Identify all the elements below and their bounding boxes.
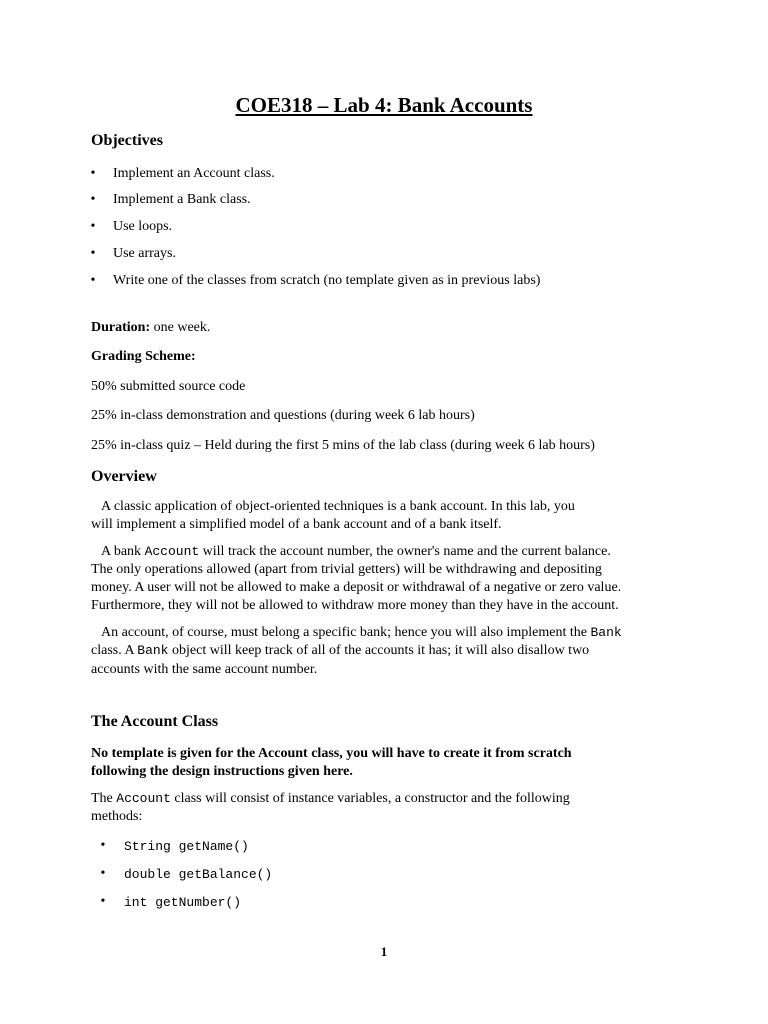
overview-p2-line1 <box>101 544 611 560</box>
bullet-icon: • <box>90 246 96 261</box>
page-number: 1 <box>380 944 388 959</box>
bullet-icon: • <box>100 866 106 881</box>
account-note-line1: No template is given for the Account class, you will have to create it from scratch <box>91 746 572 761</box>
overview-heading: Overview <box>91 468 157 485</box>
grading-heading: Grading Scheme: <box>91 349 196 364</box>
duration-line <box>91 320 210 336</box>
grading-item: 25% in-class quiz – Held during the first 5 mins of the lab class (during week 6 lab hours) <box>91 438 595 453</box>
overview-p2-line3: money. A user will not be allowed to make a deposit or withdrawal of a negative or zero value. <box>91 580 622 595</box>
method-item: double getBalance() <box>124 867 273 882</box>
grading-item: 50% submitted source code <box>91 379 246 394</box>
bullet-icon: • <box>90 192 96 207</box>
account-intro-line2: methods: <box>91 809 143 824</box>
account-intro-line1 <box>91 791 570 807</box>
grading-item: 25% in-class demonstration and questions (during week 6 lab hours) <box>91 408 475 423</box>
account-note-line2: following the design instructions given here. <box>91 764 353 779</box>
method-item: int getNumber() <box>124 895 242 910</box>
bullet-icon: • <box>90 219 96 234</box>
bullet-icon: • <box>100 894 106 909</box>
objective-item: Implement an Account class. <box>113 166 275 181</box>
text-run: will track the account number, the owner's name and the current balance. <box>199 544 611 559</box>
objective-item: Use loops. <box>113 219 173 234</box>
method-item: String getName() <box>124 839 249 854</box>
text-run: class will consist of instance variables, a constructor and the following <box>170 791 570 806</box>
code-bank: Bank <box>590 625 622 640</box>
duration-value: one week. <box>150 320 211 335</box>
bullet-icon: • <box>90 273 96 288</box>
objective-item: Implement a Bank class. <box>113 192 251 207</box>
document-title: COE318 – Lab 4: Bank Accounts <box>235 93 533 117</box>
objective-item: Write one of the classes from scratch (no template given as in previous labs) <box>113 273 541 288</box>
overview-p3-line1 <box>101 625 622 641</box>
objective-item: Use arrays. <box>113 246 176 261</box>
text-run: The <box>91 791 117 806</box>
text-run: object will keep track of all of the accounts it has; it will also disallow two <box>168 643 590 658</box>
text-run: A bank <box>101 544 145 559</box>
overview-p2-line2: The only operations allowed (apart from trivial getters) will be withdrawing and depositing <box>91 562 602 577</box>
bullet-icon: • <box>100 838 106 853</box>
overview-p3-line2 <box>91 643 589 659</box>
code-bank: Bank <box>137 643 169 658</box>
text-run: An account, of course, must belong a specific bank; hence you will also implement the <box>101 625 591 640</box>
overview-p2-line4: Furthermore, they will not be allowed to withdraw more money than they have in the account. <box>91 598 619 613</box>
code-account: Account <box>116 791 171 806</box>
overview-p1-line2: will implement a simplified model of a bank account and of a bank itself. <box>91 517 502 532</box>
duration-label: Duration: <box>91 320 151 335</box>
code-account: Account <box>144 544 200 559</box>
overview-p1-line1: A classic application of object-oriented techniques is a bank account. In this lab, you <box>101 499 575 514</box>
objectives-heading: Objectives <box>91 132 163 149</box>
bullet-icon: • <box>90 166 96 181</box>
account-class-heading: The Account Class <box>91 713 219 730</box>
text-run: class. A <box>91 643 138 658</box>
overview-p3-line3: accounts with the same account number. <box>91 662 318 677</box>
